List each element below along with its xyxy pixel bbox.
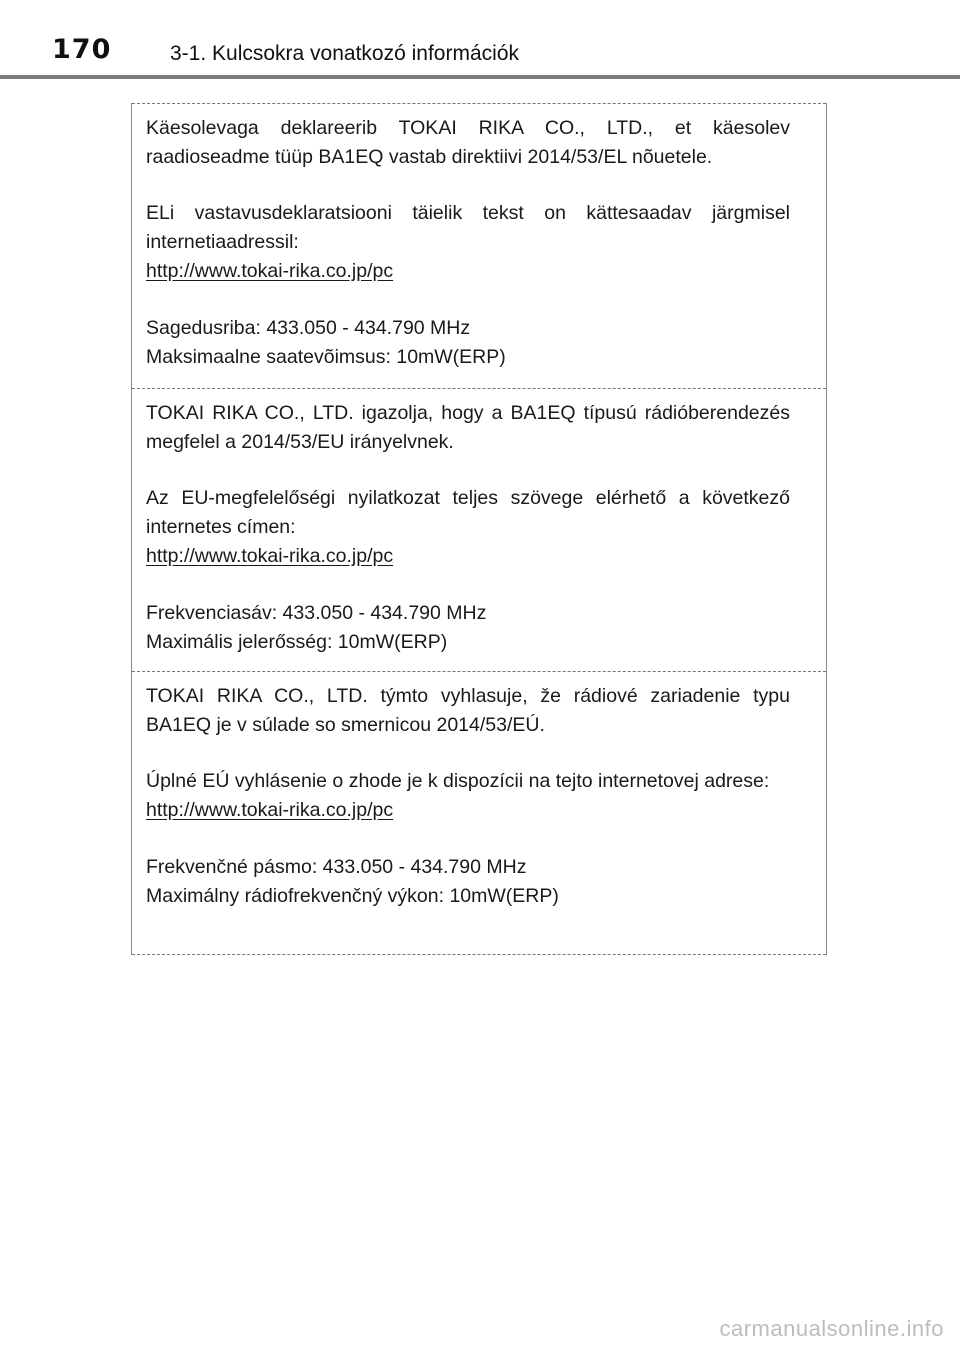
declaration-intro: TOKAI RIKA CO., LTD. týmto vyhlasuje, že rádiové zariadenie typu BA1EQ je v súlade so smernicou 2014/53/EÚ. (146, 685, 790, 736)
declaration-availability: Az EU-megfelelőségi nyilatkozat teljes szövege elérhető a következő internetes címen: (146, 487, 790, 538)
frequency-band: Sagedusriba: 433.050 - 434.790 MHz (146, 317, 471, 339)
max-power: Maksimaalne saatevõimsus: 10mW(ERP) (146, 346, 506, 368)
max-power: Maximálny rádiofrekvenčný výkon: 10mW(ERP) (146, 885, 559, 907)
declaration-link[interactable]: http://www.tokai-rika.co.jp/pc (146, 260, 394, 282)
declaration-section-slovak (132, 671, 826, 955)
declaration-availability: Úplné EÚ vyhlásenie o zhode je k dispozícii na tejto internetovej adrese: (146, 770, 770, 792)
declaration-intro: TOKAI RIKA CO., LTD. igazolja, hogy a BA1EQ típusú rádióberendezés megfelel a 2014/53/EU irányelvnek. (146, 402, 790, 453)
declaration-availability: ELi vastavusdeklaratsiooni täielik tekst on kättesaadav järgmisel internetiaadressil: (146, 202, 790, 253)
page-number: 170 (52, 34, 112, 65)
section-title: 3-1. Kulcsokra vonatkozó információk (170, 42, 519, 65)
watermark-text: carmanualsonline.info (719, 1316, 944, 1341)
frequency-band: Frekvenciasáv: 433.050 - 434.790 MHz (146, 602, 487, 624)
declaration-link[interactable]: http://www.tokai-rika.co.jp/pc (146, 799, 394, 821)
max-power: Maximális jelerősség: 10mW(ERP) (146, 631, 448, 653)
declaration-intro: Käesolevaga deklareerib TOKAI RIKA CO., LTD., et käesolev raadioseadme tüüp BA1EQ vastab direktiivi 2014/53/EL nõuetele. (146, 117, 790, 168)
declaration-box (131, 103, 827, 955)
header-divider (0, 75, 960, 79)
frequency-band: Frekvenčné pásmo: 433.050 - 434.790 MHz (146, 856, 527, 878)
declaration-section-hungarian (132, 388, 826, 671)
declaration-section-estonian (132, 103, 826, 388)
page-header (0, 0, 960, 80)
declaration-link[interactable]: http://www.tokai-rika.co.jp/pc (146, 545, 394, 567)
